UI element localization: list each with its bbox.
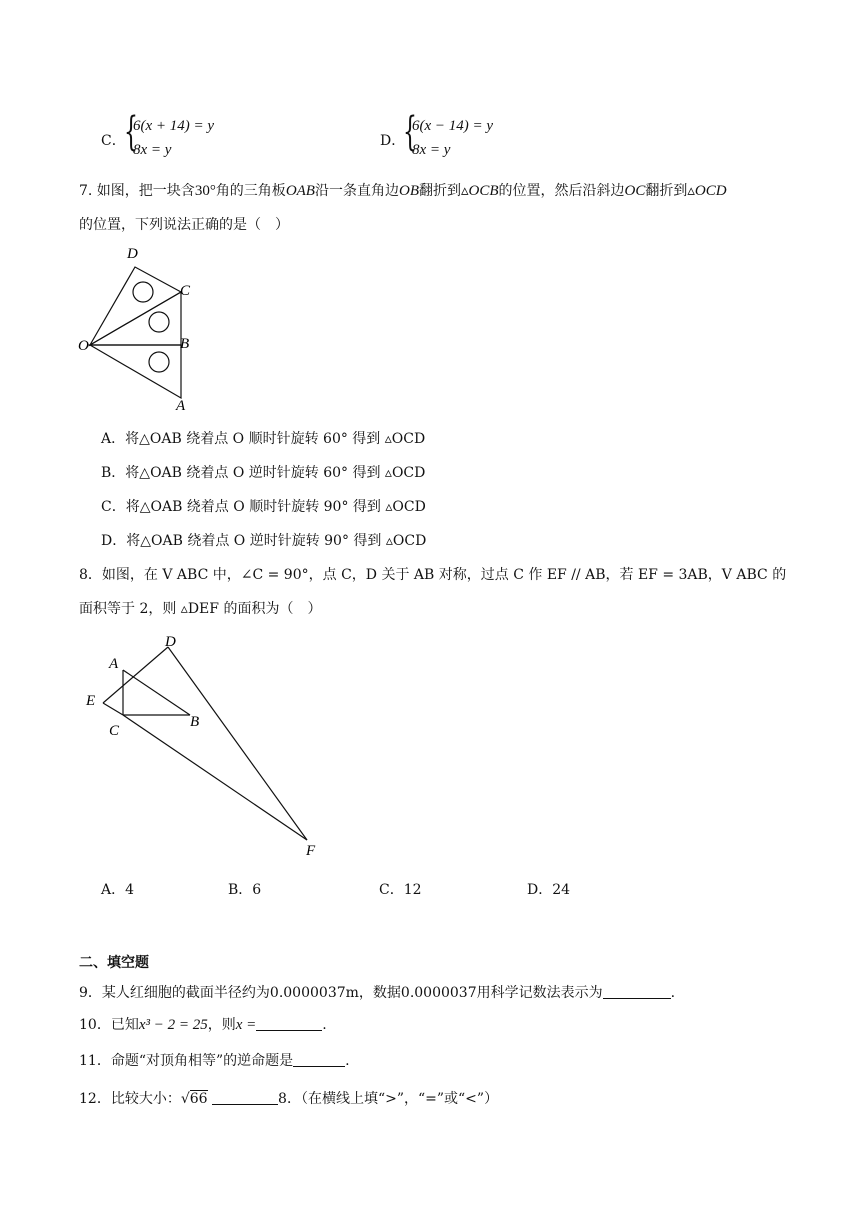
q8-option-d bbox=[527, 879, 570, 899]
label-c: C bbox=[180, 283, 191, 299]
triangle-oab bbox=[90, 345, 181, 398]
q7-figure bbox=[70, 240, 210, 415]
text: . bbox=[322, 1017, 327, 1033]
q11 bbox=[79, 1050, 350, 1070]
option-label: D． bbox=[380, 133, 406, 149]
math: 30° bbox=[194, 183, 216, 199]
option-text: 将△OAB 绕着点 O 逆时针旋转 60° 得到 ▵OCD bbox=[125, 465, 426, 481]
math: OB bbox=[398, 183, 419, 199]
option-label: C． bbox=[101, 499, 126, 515]
q9 bbox=[79, 982, 675, 1002]
equation-2: 8x = y bbox=[133, 142, 172, 158]
text: 角的三角板 bbox=[215, 183, 286, 199]
text: 用科学记数法表示为 bbox=[476, 985, 603, 1001]
label-a: A bbox=[109, 656, 119, 672]
q8-line1: 8．如图，在 V ABC 中，∠C = 90°，点 C，D 关于 AB 对称，过点 C 作 EF // AB，若 EF = 3AB，V ABC 的 bbox=[79, 567, 787, 583]
option-text: 将△OAB 绕着点 O 顺时针旋转 90° 得到 ▵OCD bbox=[125, 499, 426, 515]
text: . bbox=[670, 985, 676, 1001]
q8-figure bbox=[80, 630, 330, 860]
math: OC bbox=[624, 183, 646, 199]
q7-option-b bbox=[101, 462, 425, 482]
text: 10．已知 bbox=[79, 1017, 139, 1033]
option-text: 将△OAB 绕着点 O 逆时针旋转 90° 得到 ▵OCD bbox=[126, 533, 427, 549]
equation-2: 8x = y bbox=[412, 142, 451, 158]
math: ▵OCD bbox=[687, 183, 727, 199]
label-a: A bbox=[176, 398, 186, 414]
option-label: A． bbox=[101, 431, 126, 447]
answer-blank[interactable] bbox=[293, 1052, 345, 1067]
circle-ocd bbox=[133, 282, 153, 302]
sqrt-value: 66 bbox=[189, 1091, 208, 1107]
text: 9．某人红细胞的截面半径约为 bbox=[79, 985, 270, 1001]
math: ▵OCB bbox=[460, 183, 499, 199]
text: 的位置，然后沿斜边 bbox=[498, 183, 625, 199]
text: ，则 bbox=[207, 1017, 236, 1033]
math: OAB bbox=[285, 183, 315, 199]
text: 8．（在横线上填“>”，“=”或“<”） bbox=[278, 1091, 499, 1107]
option-label: B． bbox=[228, 882, 253, 898]
text: 11．命题“对顶角相等”的逆命题是 bbox=[79, 1053, 294, 1069]
q10 bbox=[79, 1014, 327, 1034]
label-b: B bbox=[190, 714, 200, 730]
q7-option-d bbox=[101, 530, 426, 550]
q7-option-c bbox=[101, 496, 426, 516]
q7-line2: 的位置，下列说法正确的是（ ） bbox=[79, 217, 289, 233]
equation-1: 6(x − 14) = y bbox=[412, 118, 494, 134]
option-text: 12 bbox=[403, 882, 422, 898]
label-f: F bbox=[306, 843, 316, 859]
option-label: C． bbox=[101, 133, 126, 149]
circle-oab bbox=[149, 352, 169, 372]
q8-line2: 面积等于 2，则 ▵DEF 的面积为（ ） bbox=[79, 601, 322, 617]
brace: { bbox=[124, 109, 138, 155]
q8-option-c bbox=[379, 879, 422, 899]
equation-1: 6(x + 14) = y bbox=[133, 118, 215, 134]
label-c: C bbox=[109, 723, 120, 739]
option-text: 6 bbox=[252, 882, 262, 898]
option-label: D． bbox=[101, 533, 127, 549]
q12 bbox=[79, 1088, 498, 1108]
option-label: B． bbox=[101, 465, 126, 481]
option-text: 24 bbox=[552, 882, 571, 898]
q8-option-b bbox=[228, 879, 261, 899]
text: ，数据 bbox=[358, 985, 401, 1001]
answer-blank[interactable] bbox=[603, 984, 671, 999]
option-label: A． bbox=[101, 882, 126, 898]
option-text: 将△OAB 绕着点 O 顺时针旋转 60° 得到 ▵OCD bbox=[125, 431, 426, 447]
math: x³ − 2 = 25 bbox=[138, 1017, 208, 1033]
sqrt-sign: √ bbox=[180, 1091, 190, 1107]
answer-blank[interactable] bbox=[256, 1016, 322, 1031]
text: 7. 如图，把一块含 bbox=[79, 183, 195, 199]
option-label: C． bbox=[379, 882, 404, 898]
circle-ocb bbox=[149, 312, 169, 332]
label-e: E bbox=[86, 693, 96, 709]
brace: { bbox=[403, 109, 417, 155]
label-d: D bbox=[165, 634, 176, 650]
value: 0.0000037 bbox=[400, 985, 477, 1001]
segment-cf bbox=[123, 715, 307, 840]
label-d: D bbox=[127, 246, 138, 262]
q7-line1 bbox=[79, 180, 727, 200]
text: . bbox=[345, 1053, 350, 1069]
text: 沿一条直角边 bbox=[314, 183, 399, 199]
answer-blank[interactable] bbox=[212, 1090, 278, 1105]
math: x = bbox=[235, 1017, 257, 1033]
segment-ab bbox=[123, 670, 190, 715]
q7-option-a bbox=[101, 428, 425, 448]
text: 翻折到 bbox=[418, 183, 461, 199]
triangle-ocd bbox=[90, 267, 181, 345]
text: 12．比较大小： bbox=[79, 1091, 181, 1107]
text: 翻折到 bbox=[645, 183, 688, 199]
option-label: D． bbox=[527, 882, 553, 898]
q8-option-a bbox=[101, 879, 134, 899]
label-b: B bbox=[180, 336, 190, 352]
value: 0.0000037m bbox=[269, 985, 359, 1001]
label-o: O bbox=[78, 338, 89, 354]
section-title: 二、填空题 bbox=[79, 955, 149, 971]
option-text: 4 bbox=[125, 882, 135, 898]
segment-ec bbox=[103, 703, 123, 715]
segment-df bbox=[168, 647, 307, 840]
